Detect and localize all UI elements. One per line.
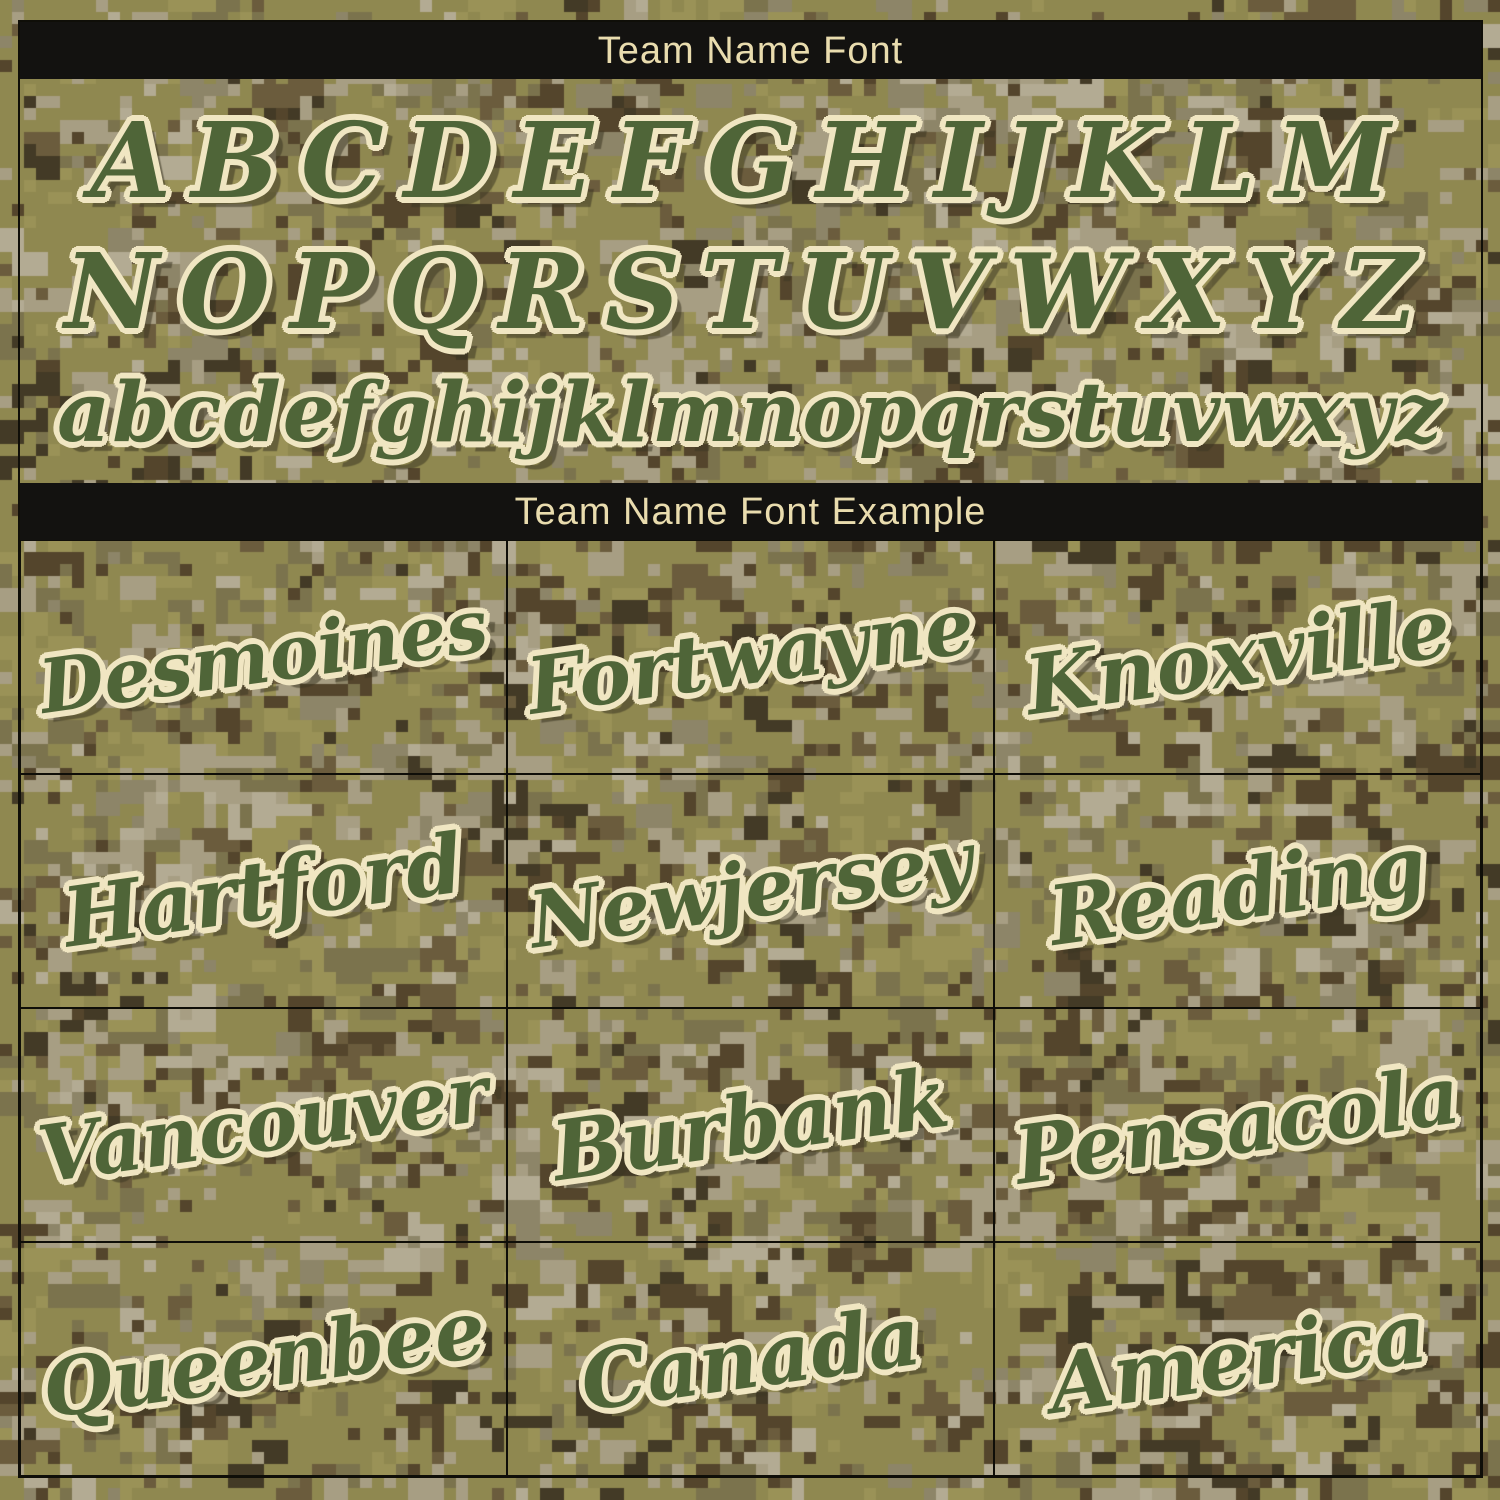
example-name: Knoxville (1019, 579, 1456, 735)
example-cell (20, 1008, 507, 1242)
example-cell (507, 540, 994, 774)
example-cell (994, 774, 1481, 1008)
example-name: Pensacola (1009, 1047, 1466, 1203)
example-name: America (1042, 1285, 1433, 1433)
team-name-font-title: Team Name Font (597, 29, 904, 72)
alphabet-specimen (20, 79, 1481, 483)
alphabet-lowercase-row: abcdefghijklmnopqrstuvwxyz (57, 364, 1444, 461)
example-names-grid (20, 540, 1481, 1476)
example-name: Queenbee (36, 1281, 491, 1437)
example-name: Fortwayne (521, 580, 980, 733)
example-name: Canada (574, 1287, 927, 1431)
example-cell (20, 1242, 507, 1476)
example-name: Vancouver (32, 1047, 494, 1202)
font-preview-panel (18, 20, 1483, 1478)
example-name: Burbank (546, 1049, 955, 1201)
example-cell (994, 1008, 1481, 1242)
example-name: Desmoines (34, 583, 493, 731)
example-header-bar (20, 483, 1481, 540)
example-title: Team Name Font Example (514, 490, 987, 533)
alphabet-uppercase-row-1: ABCDEFGHIJKLM (90, 98, 1411, 222)
alphabet-uppercase-row-2: NOPQRSTUVWXYZ (64, 230, 1437, 353)
example-cell (507, 1242, 994, 1476)
example-cell (20, 540, 507, 774)
example-name: Hartford (57, 815, 470, 967)
example-name: Newjersey (523, 814, 978, 967)
example-name: Reading (1043, 817, 1432, 965)
example-cell (507, 1008, 994, 1242)
example-cell (20, 774, 507, 1008)
example-cell (994, 540, 1481, 774)
example-cell (994, 1242, 1481, 1476)
team-name-font-header-bar (20, 22, 1481, 79)
example-cell (507, 774, 994, 1008)
